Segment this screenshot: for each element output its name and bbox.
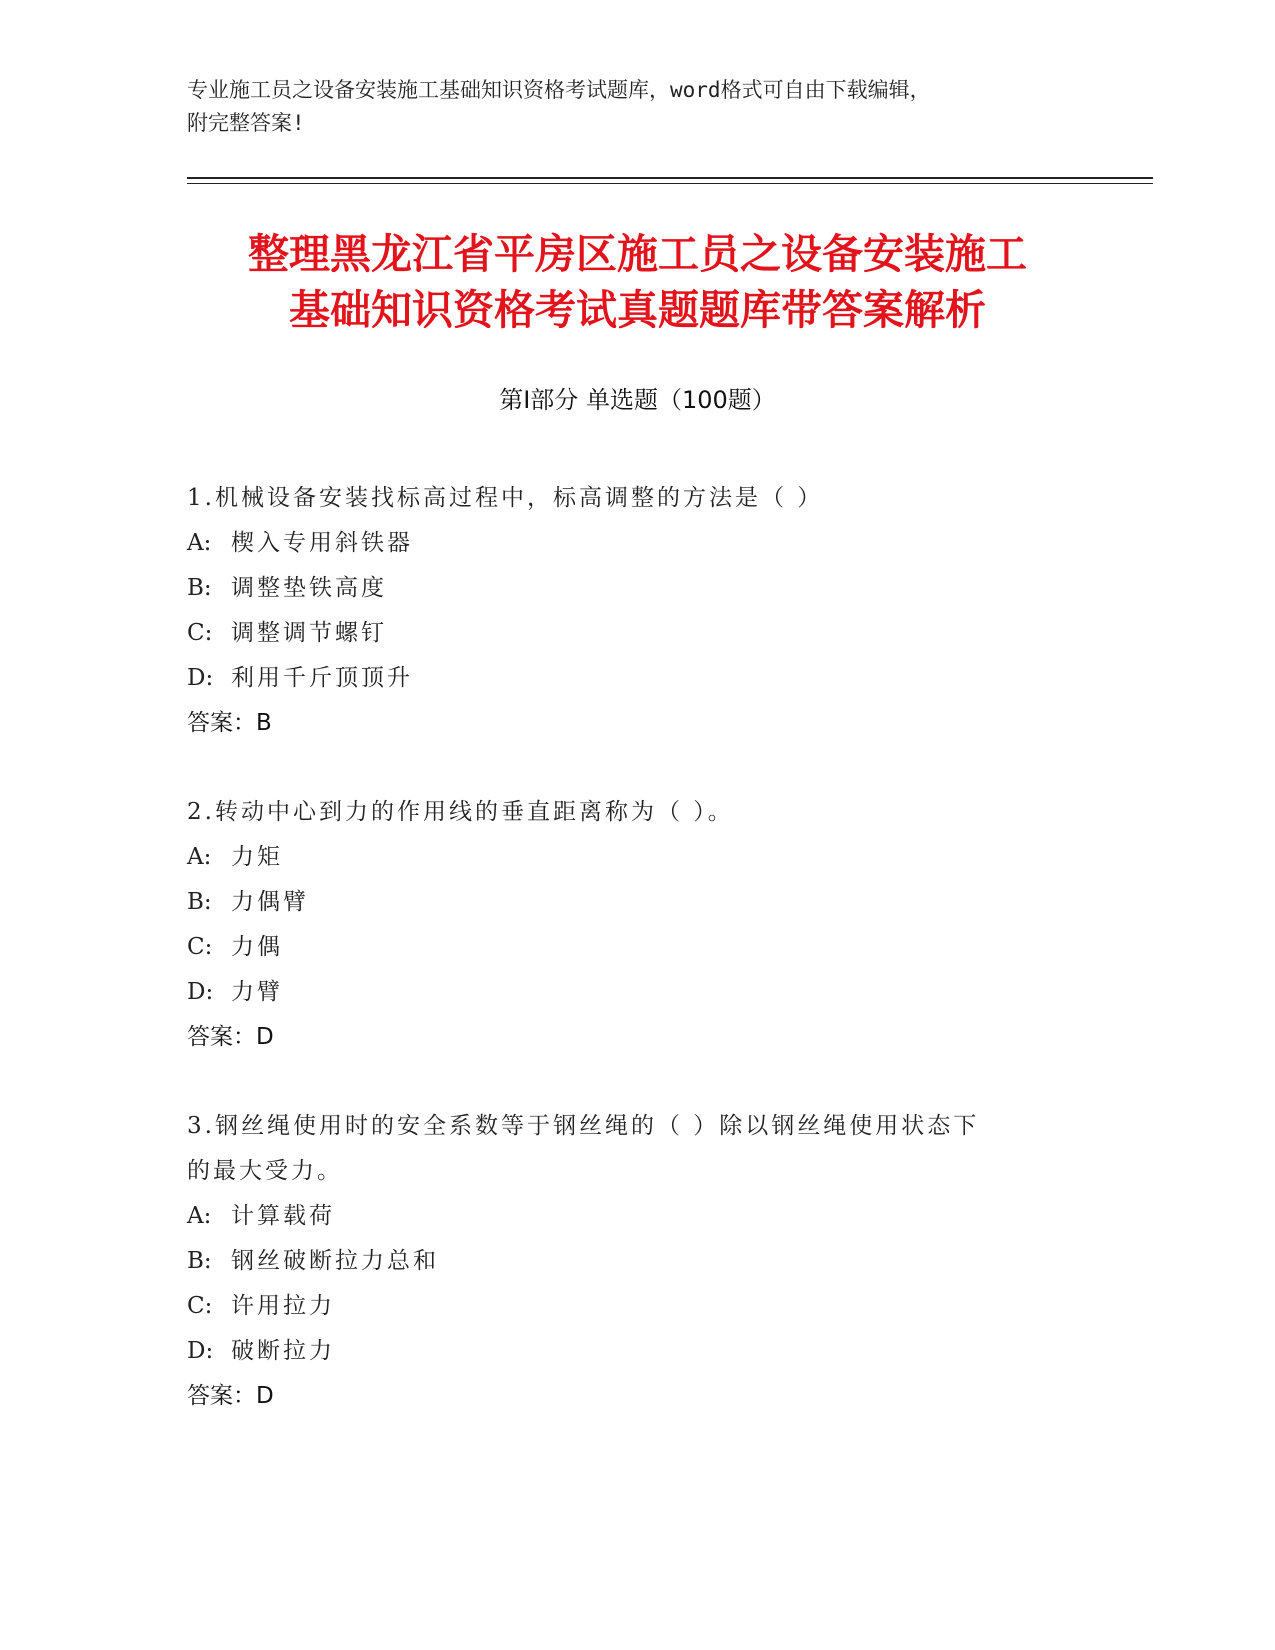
option-d [187, 970, 1087, 1015]
option-text: 楔入专用斜铁器 [231, 530, 413, 556]
option-letter: A: [187, 1203, 212, 1229]
answer-line: 答案：D [187, 1024, 274, 1050]
option-letter: A: [187, 530, 212, 556]
option-b [187, 1239, 1087, 1284]
question-stem: 2.转动中心到力的作用线的垂直距离称为（ ）。 [187, 799, 734, 825]
document-title-line-1: 整理黑龙江省平房区施工员之设备安装施工 [248, 230, 1027, 278]
option-a [187, 521, 1087, 566]
option-text: 利用千斤顶顶升 [231, 665, 413, 691]
option-text: 调整垫铁高度 [231, 575, 387, 601]
option-text: 计算载荷 [231, 1203, 335, 1229]
option-letter: C: [187, 620, 213, 646]
question-2 [187, 790, 1087, 1060]
document-title [150, 226, 1125, 338]
option-text: 调整调节螺钉 [231, 620, 387, 646]
section-heading: 第Ⅰ部分 单选题（100题） [499, 386, 776, 414]
option-text: 力偶臂 [231, 889, 309, 915]
option-a [187, 1194, 1087, 1239]
question-list [187, 476, 1087, 1463]
option-text: 许用拉力 [231, 1293, 335, 1319]
answer-line: 答案：D [187, 1383, 274, 1409]
option-d [187, 656, 1087, 701]
option-letter: D: [187, 665, 214, 691]
option-text: 力臂 [231, 979, 283, 1005]
option-a [187, 835, 1087, 880]
document-title-line-2: 基础知识资格考试真题题库带答案解析 [289, 286, 986, 334]
answer-line: 答案：B [187, 710, 272, 736]
option-letter: D: [187, 979, 214, 1005]
header-rule-thick [187, 177, 1153, 179]
header-note [187, 74, 1067, 140]
question-stem: 1.机械设备安装找标高过程中，标高调整的方法是（ ） [187, 485, 824, 511]
option-letter: D: [187, 1338, 214, 1364]
option-text: 力偶 [231, 934, 283, 960]
option-b [187, 566, 1087, 611]
option-letter: C: [187, 934, 213, 960]
question-3 [187, 1104, 1087, 1419]
option-letter: C: [187, 1293, 213, 1319]
option-letter: A: [187, 844, 212, 870]
option-letter: B: [187, 1248, 212, 1274]
option-text: 破断拉力 [231, 1338, 335, 1364]
option-text: 力矩 [231, 844, 283, 870]
option-c [187, 1284, 1087, 1329]
option-d [187, 1329, 1087, 1374]
option-c [187, 925, 1087, 970]
question-1 [187, 476, 1087, 746]
question-stem-line-1: 3.钢丝绳使用时的安全系数等于钢丝绳的（ ）除以钢丝绳使用状态下 [187, 1113, 980, 1139]
header-note-line-2: 附完整答案! [187, 111, 305, 135]
option-letter: B: [187, 889, 212, 915]
header-note-line-1: 专业施工员之设备安装施工基础知识资格考试题库，word格式可自由下载编辑， [187, 78, 931, 102]
option-b [187, 880, 1087, 925]
option-text: 钢丝破断拉力总和 [231, 1248, 439, 1274]
header-rule-thin [187, 183, 1153, 184]
question-stem-line-2: 的最大受力。 [187, 1158, 343, 1184]
option-letter: B: [187, 575, 212, 601]
option-c [187, 611, 1087, 656]
